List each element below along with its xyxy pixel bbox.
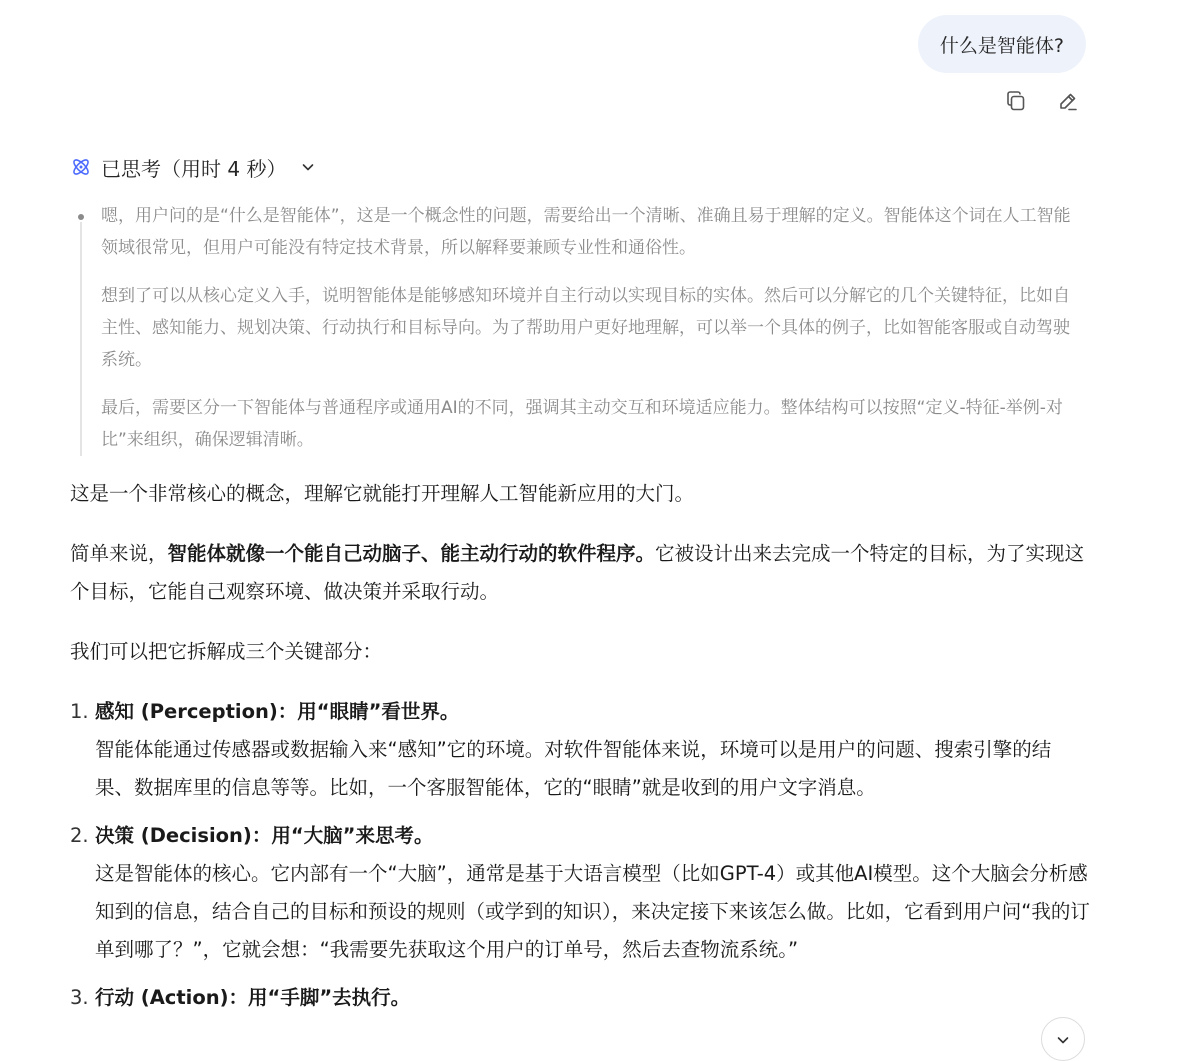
copy-icon (1004, 89, 1028, 113)
thinking-paragraph: 想到了可以从核心定义入手，说明智能体是能够感知环境并自主行动以实现目标的实体。然后可以分解它的几个关键特征，比如自主性、感知能力、规划决策、行动执行和目标导向。为了帮助用户更好地理解，可以举一个具体的例子，比如智能客服或自动驾驶系统。 (101, 286, 1070, 370)
thinking-toggle[interactable] (70, 151, 316, 183)
user-message-text: 什么是智能体? (939, 34, 1064, 57)
edit-icon (1056, 89, 1080, 113)
chevron-down-icon (1055, 1032, 1071, 1048)
parts-list (70, 693, 1090, 1017)
list-item-body: 这是智能体的核心。它内部有一个“大脑”，通常是基于大语言模型（比如GPT-4）或其他AI模型。这个大脑会分析感知到的信息，结合自己的目标和预设的规则（或学到的知识），来决定接下来该怎么做。比如，它看到用户问“我的订单到哪了？”，它就会想：“我需要先获取这个用户的订单号，然后去查物流系统。” (95, 862, 1090, 961)
thinking-content (80, 200, 1086, 456)
thinking-label: 已思考（用时 4 秒） (101, 156, 287, 181)
list-item-title: 决策 (Decision)：用“大脑”来思考。 (95, 824, 434, 847)
answer-intro: 这是一个非常核心的概念，理解它就能打开理解人工智能新应用的大门。 (70, 482, 695, 505)
list-item (70, 693, 1090, 807)
list-item-title: 行动 (Action)：用“手脚”去执行。 (95, 986, 411, 1009)
list-item-body: 智能体能通过传感器或数据输入来“感知”它的环境。对软件智能体来说，环境可以是用户的问题、搜索引擎的结果、数据库里的信息等等。比如，一个客服智能体，它的“眼睛”就是收到的用户文字消息。 (95, 738, 1052, 799)
thinking-paragraph: 嗯，用户问的是“什么是智能体”，这是一个概念性的问题，需要给出一个清晰、准确且易于理解的定义。智能体这个词在人工智能领域很常见，但用户可能没有特定技术背景，所以解释要兼顾专业性和通俗性。 (101, 206, 1071, 258)
list-number: 1. (70, 700, 89, 723)
summary-suffix: 它被设计出来去完成一个特定的目标，为了实现这个目标，它能自己观察环境、做决策并采取行动。 (70, 542, 1085, 603)
copy-button[interactable] (1003, 88, 1029, 114)
chevron-down-icon (300, 159, 316, 175)
list-item (70, 817, 1090, 969)
list-item (70, 979, 1090, 1017)
assistant-answer (70, 475, 1090, 1027)
list-number: 2. (70, 824, 89, 847)
user-message-bubble (918, 15, 1086, 73)
atom-icon (70, 156, 92, 178)
list-item-title: 感知 (Perception)：用“眼睛”看世界。 (95, 700, 460, 723)
summary-bold: 智能体就像一个能自己动脑子、能主动行动的软件程序。 (167, 542, 656, 565)
breakdown-intro: 我们可以把它拆解成三个关键部分： (70, 640, 383, 663)
list-number: 3. (70, 986, 89, 1009)
thinking-bullet-dot (78, 214, 84, 220)
message-actions (1003, 88, 1081, 114)
edit-button[interactable] (1055, 88, 1081, 114)
scroll-to-bottom-button[interactable] (1041, 1017, 1085, 1061)
thinking-paragraph: 最后，需要区分一下智能体与普通程序或通用AI的不同，强调其主动交互和环境适应能力。整体结构可以按照“定义-特征-举例-对比”来组织，确保逻辑清晰。 (101, 398, 1063, 450)
answer-summary (70, 535, 1090, 611)
summary-prefix: 简单来说， (70, 542, 168, 565)
